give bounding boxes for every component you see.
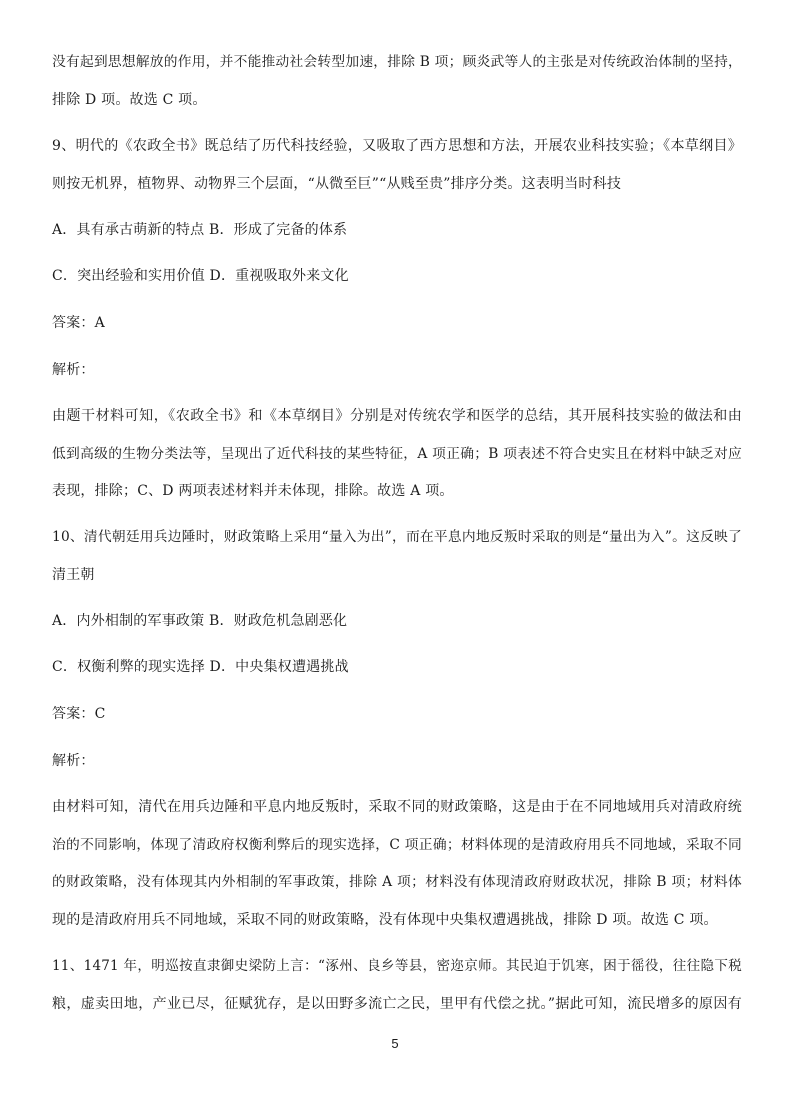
q10-analysis-line-4: 现的是清政府用兵不同地域，采取不同的财政策略，没有体现中央集权遭遇挑战，排除 D 项。故选 C 项。 bbox=[52, 912, 718, 928]
intro-line-2: 排除 D 项。故选 C 项。 bbox=[52, 92, 207, 108]
q10-analysis-line-2: 治的不同影响，体现了清政府权衡利弊后的现实选择，C 项正确；材料体现的是清政府用兵不同地域，采取不同 bbox=[52, 837, 742, 853]
q10-analysis-line-3: 的财政策略，没有体现其内外相制的军事政策，排除 A 项；材料没有体现清政府财政状况，排除 B 项；材料体 bbox=[52, 874, 742, 890]
q11-stem-line-2: 粮，虚卖田地，产业已尽，征赋犹存，是以田野多流亡之民，里甲有代偿之扰。”据此可知，流民增多的原因有 bbox=[52, 996, 742, 1012]
q9-analysis-label: 解析： bbox=[52, 362, 95, 378]
q9-answer: 答案：A bbox=[52, 315, 105, 331]
q9-options-cd: C．突出经验和实用价值 D．重视吸取外来文化 bbox=[52, 268, 349, 284]
q9-analysis-line-1: 由题干材料可知，《农政全书》和《本草纲目》分别是对传统农学和医学的总结，其开展科技实验的做法和由 bbox=[52, 408, 742, 424]
intro-line-1: 没有起到思想解放的作用，并不能推动社会转型加速，排除 B 项；顾炎武等人的主张是对传统政治体制的坚持， bbox=[52, 54, 742, 70]
q10-stem-line-2: 清王朝 bbox=[52, 567, 95, 583]
q9-options-ab: A．具有承古萌新的特点 B．形成了完备的体系 bbox=[52, 222, 348, 238]
q10-options-cd: C．权衡利弊的现实选择 D．中央集权遭遇挑战 bbox=[52, 659, 349, 675]
q11-stem-line-1: 11、1471 年，明巡按直隶御史梁防上言：“涿州、良乡等县，密迩京师。其民迫于饥寒，困于徭役，往往隐下税 bbox=[52, 958, 742, 974]
q9-stem-line-1: 9、明代的《农政全书》既总结了历代科技经验，又吸取了西方思想和方法，开展农业科技实验；《本草纲目》 bbox=[52, 138, 742, 154]
q10-analysis-line-1: 由材料可知，清代在用兵边陲和平息内地反叛时，采取不同的财政策略，这是由于在不同地域用兵对清政府统 bbox=[52, 799, 742, 815]
q10-stem-line-1: 10、清代朝廷用兵边陲时，财政策略上采用“量入为出”，而在平息内地反叛时采取的则是“量出为入”。这反映了 bbox=[52, 529, 742, 545]
page-number: 5 bbox=[391, 1036, 399, 1051]
q9-analysis-line-3: 表现，排除；C、D 两项表述材料并未体现，排除。故选 A 项。 bbox=[52, 483, 454, 499]
q10-answer: 答案：C bbox=[52, 706, 106, 722]
q9-analysis-line-2: 低到高级的生物分类法等，呈现出了近代科技的某些特征，A 项正确；B 项表述不符合史实且在材料中缺乏对应 bbox=[52, 446, 742, 462]
q10-analysis-label: 解析： bbox=[52, 753, 95, 769]
q10-options-ab: A．内外相制的军事政策 B．财政危机急剧恶化 bbox=[52, 613, 348, 629]
q9-stem-line-2: 则按无机界，植物界、动物界三个层面，“从微至巨”“从贱至贵”排序分类。这表明当时科技 bbox=[52, 176, 622, 192]
